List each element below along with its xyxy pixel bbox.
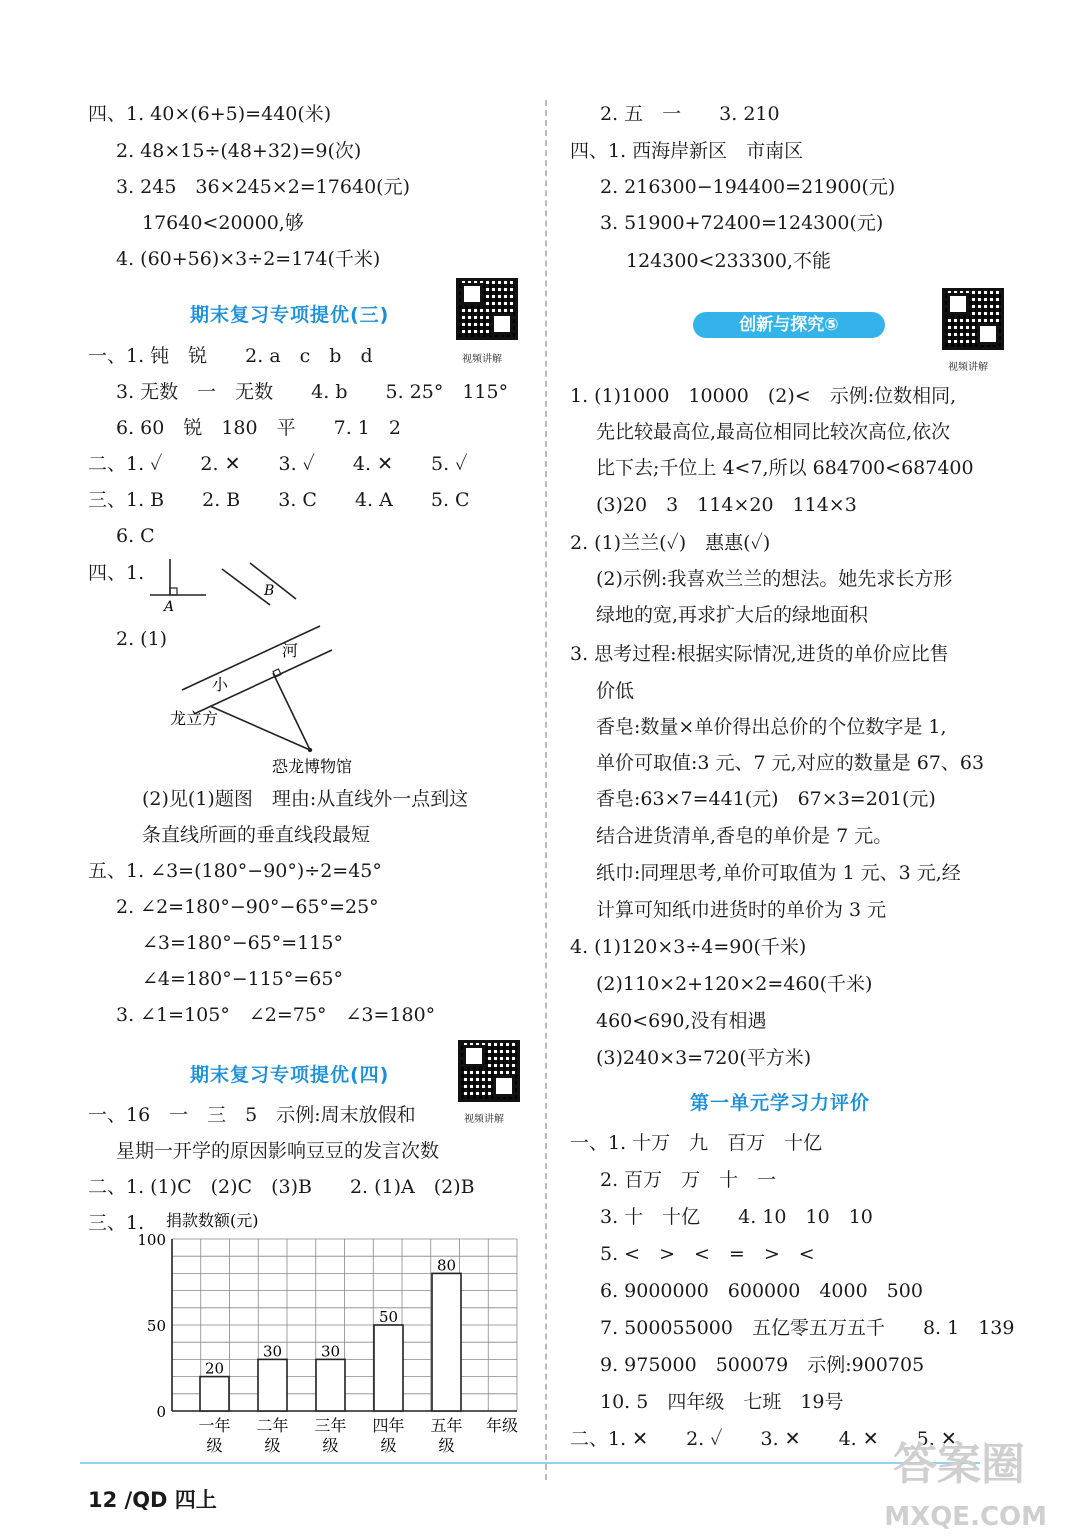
x-axis-label: 年级 [485, 1416, 519, 1435]
x-tick-label: 二年 [256, 1416, 289, 1435]
answer-line: (2)110×2+120×2=460(千米) [596, 973, 873, 995]
answer-line: 2. 48×15÷(48+32)=9(次) [116, 140, 362, 162]
answer-line: 2. (1) [116, 628, 168, 650]
answer-line: 三、1. [88, 1212, 145, 1234]
answer-line: 比下去;千位上 4<7,所以 684700<687400 [596, 457, 974, 479]
answer-line: 一、16 一 三 5 示例:周末放假和 [88, 1104, 416, 1126]
answer-line: 纸巾:同理思考,单价可取值为 1 元、3 元,经 [596, 862, 961, 884]
x-tick-label: 级 [264, 1436, 281, 1455]
answer-line: (3)240×3=720(平方米) [596, 1047, 812, 1069]
answer-line: ∠4=180°−115°=65° [142, 968, 343, 990]
answer-line: 香皂:63×7=441(元) 67×3=201(元) [596, 788, 936, 810]
bar-data-label: 30 [320, 1342, 341, 1361]
bar [316, 1359, 345, 1411]
answer-line: 五、1. ∠3=(180°−90°)÷2=45° [88, 860, 382, 882]
qr-caption: 视频讲解 [464, 1114, 504, 1125]
bar [374, 1325, 403, 1411]
answer-line: 9. 975000 500079 示例:900705 [600, 1354, 925, 1376]
point-label-B: B [264, 583, 275, 599]
answer-line: 7. 500055000 五亿零五万五千 8. 1 139 [600, 1317, 1015, 1339]
answer-line: (2)示例:我喜欢兰兰的想法。她先求长方形 [596, 568, 953, 590]
section-title: 第一单元学习力评价 [690, 1092, 871, 1114]
answer-line: 三、1. B 2. B 3. C 4. A 5. C [88, 489, 470, 511]
answer-line: 绿地的宽,再求扩大后的绿地面积 [596, 604, 869, 626]
section-title: 期末复习专项提优(三) [190, 304, 390, 326]
answer-line: 2. (1)兰兰(✓) 惠惠(✓) [570, 532, 771, 554]
answer-line: 3. 思考过程:根据实际情况,进货的单价应比售 [570, 643, 949, 665]
bar-data-label: 80 [436, 1256, 457, 1275]
section-banner [693, 312, 885, 338]
place-label-longlifang: 龙立方 [170, 709, 219, 728]
answer-line: ∠3=180°−65°=115° [142, 932, 343, 954]
column-divider [545, 100, 547, 1480]
answer-line: 2. 216300−194400=21900(元) [600, 176, 896, 198]
point-label-A: A [164, 599, 175, 615]
answer-line: 2. ∠2=180°−90°−65°=25° [116, 896, 379, 918]
answer-line: 6. 60 锐 180 平 7. 1 2 [116, 417, 401, 439]
answer-line: 二、1. ✓ 2. ✕ 3. ✓ 4. ✕ 5. ✓ [88, 453, 468, 475]
qr-code-icon[interactable] [942, 288, 1004, 350]
answer-line: (3)20 3 114×20 114×3 [596, 494, 857, 516]
bar-data-label: 50 [378, 1308, 399, 1326]
donation-bar-chart [130, 1206, 540, 1456]
x-tick-label: 四年 [372, 1416, 405, 1435]
answer-line: 香皂:数量×单价得出总价的个位数字是 1, [596, 716, 947, 738]
bar [200, 1377, 229, 1411]
answer-line: 2. 百万 万 十 一 [600, 1169, 777, 1191]
answer-line: 6. 9000000 600000 4000 500 [600, 1280, 923, 1302]
geometry-figure-2 [160, 618, 360, 778]
answer-line: 3. 十 十亿 4. 10 10 10 [600, 1206, 873, 1228]
answer-line: 460<690,没有相遇 [596, 1010, 767, 1032]
x-tick-label: 级 [206, 1436, 223, 1455]
answer-line: 2. 五 一 3. 210 [600, 103, 780, 125]
chart-ylabel: 捐款数额(元) [166, 1211, 259, 1230]
x-tick-label: 五年 [430, 1416, 463, 1435]
footer-rule [80, 1462, 980, 1464]
answer-line: 星期一开学的原因影响豆豆的发言次数 [116, 1140, 440, 1162]
answer-line: 3. 51900+72400=124300(元) [600, 212, 884, 234]
answer-line: 4. (1)120×3÷4=90(千米) [570, 936, 807, 958]
x-tick-label: 级 [438, 1436, 455, 1455]
banner-label: 创新与探究⑤ [739, 315, 839, 335]
answer-line: 5. < > < = > < [600, 1243, 815, 1265]
y-tick-label: 100 [137, 1231, 166, 1249]
qr-caption: 视频讲解 [948, 362, 988, 373]
answer-line: (2)见(1)题图 理由:从直线外一点到这 [142, 788, 469, 810]
answer-line: 3. ∠1=105° ∠2=75° ∠3=180° [116, 1004, 436, 1026]
answer-line: 条直线所画的垂直线段最短 [142, 824, 371, 846]
answer-line: 计算可知纸巾进货时的单价为 3 元 [596, 899, 887, 921]
answer-line: 17640<20000,够 [142, 212, 304, 234]
answer-line: 一、1. 十万 九 百万 十亿 [570, 1132, 823, 1154]
answer-line: 10. 5 四年级 七班 19号 [600, 1391, 844, 1413]
answer-line: 单价可取值:3 元、7 元,对应的数量是 67、63 [596, 752, 985, 774]
geometry-figure-1 [150, 555, 310, 617]
river-label-small: 小 [212, 675, 229, 694]
qr-code-icon[interactable] [456, 278, 518, 340]
answer-line: 124300<233300,不能 [626, 250, 832, 272]
answer-line: 四、1. [88, 562, 145, 584]
answer-line: 二、1. (1)C (2)C (3)B 2. (1)A (2)B [88, 1176, 475, 1198]
answer-line: 价低 [596, 680, 635, 702]
answer-line: 结合进货清单,香皂的单价是 7 元。 [596, 825, 893, 847]
x-tick-label: 三年 [314, 1416, 347, 1435]
qr-code-icon[interactable] [458, 1040, 520, 1102]
answer-line: 四、1. 40×(6+5)=440(米) [88, 103, 332, 125]
answer-line: 四、1. 西海岸新区 市南区 [570, 140, 804, 162]
y-tick-label: 50 [146, 1317, 166, 1335]
bar-data-label: 30 [262, 1342, 283, 1361]
watermark-url: MXQE.COM [884, 1502, 1047, 1532]
answer-line: 4. (60+56)×3÷2=174(千米) [116, 248, 381, 270]
river-label: 河 [282, 641, 299, 660]
answer-line: 一、1. 钝 锐 2. a c b d [88, 345, 373, 367]
place-label-museum: 恐龙博物馆 [272, 757, 353, 776]
answer-line: 二、1. ✕ 2. ✓ 3. ✕ 4. ✕ 5. ✕ [570, 1428, 957, 1450]
bar-data-label: 20 [204, 1359, 225, 1378]
bar [432, 1273, 461, 1411]
bar [258, 1359, 287, 1411]
x-tick-label: 一年 [198, 1416, 231, 1435]
x-tick-label: 级 [380, 1436, 397, 1455]
answer-line: 3. 无数 一 无数 4. b 5. 25° 115° [116, 381, 509, 403]
y-tick-label: 0 [156, 1403, 166, 1421]
page-footer: 12 /QD 四上 [88, 1488, 217, 1512]
watermark-logo-text: 答案圈 [893, 1439, 1025, 1490]
x-tick-label: 级 [322, 1436, 339, 1455]
answer-line: 6. C [116, 525, 155, 547]
answer-line: 先比较最高位,最高位相同比较次高位,依次 [596, 421, 951, 443]
qr-caption: 视频讲解 [462, 354, 502, 365]
answer-line: 1. (1)1000 10000 (2)< 示例:位数相同, [570, 385, 957, 407]
section-title: 期末复习专项提优(四) [190, 1064, 390, 1086]
answer-line: 3. 245 36×245×2=17640(元) [116, 176, 410, 198]
